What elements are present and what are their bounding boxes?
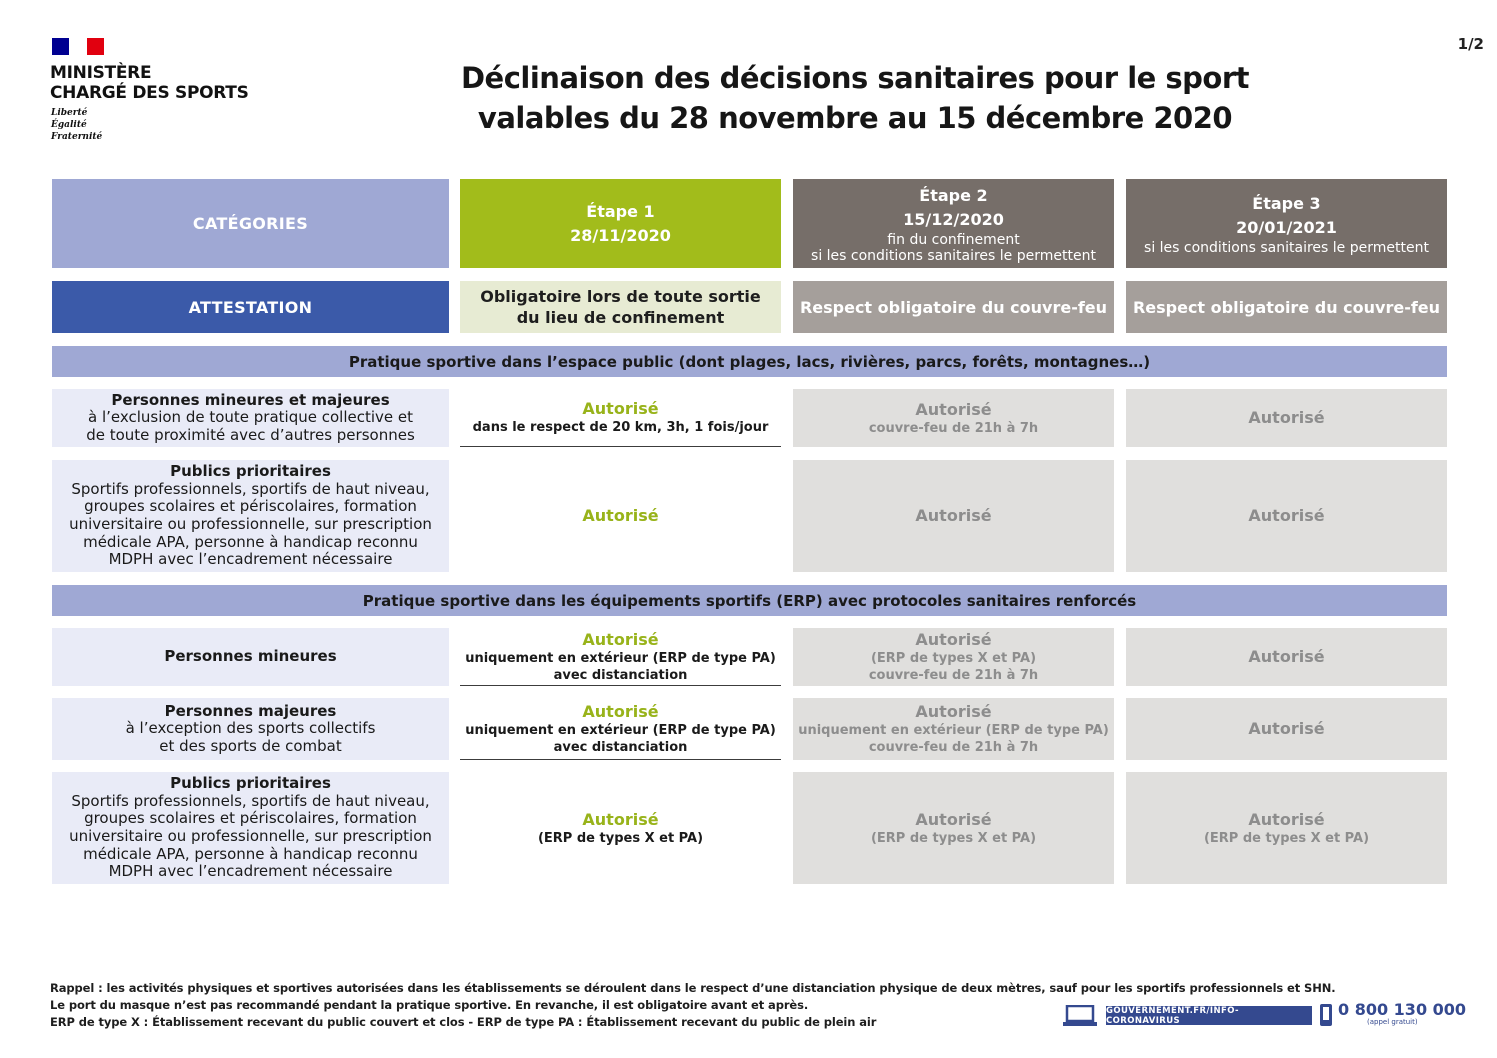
- category-detail-line: universitaire ou professionnelle, sur prescription: [69, 827, 432, 845]
- attestation-label-cell: [52, 281, 449, 333]
- category-heading: Publics prioritaires: [170, 462, 331, 481]
- ministry-line-2: CHARGÉ DES SPORTS: [50, 83, 249, 103]
- header-etape-2: [793, 179, 1114, 268]
- section-1-band: [52, 346, 1447, 377]
- status-autorise: Autorisé: [582, 809, 659, 829]
- category-detail-line: à l’exclusion de toute pratique collective et: [87, 408, 413, 427]
- section-1-title: Pratique sportive dans l’espace public (dont plages, lacs, rivières, parcs, forêts, montagnes…): [348, 352, 1151, 371]
- ministry-line-1: MINISTÈRE: [50, 63, 152, 83]
- header-etape-1: [460, 179, 781, 268]
- section2-row-1-etape-2: [793, 698, 1114, 760]
- header-categories: [52, 179, 449, 268]
- motto-liberte: Liberté: [51, 108, 88, 118]
- section2-row-2-category: [52, 772, 449, 884]
- status-autorise: Autorisé: [1248, 506, 1325, 525]
- etape-2-line-1: fin du confinement: [887, 231, 1020, 248]
- status-autorise: Autorisé: [582, 629, 659, 649]
- status-autorise: Autorisé: [915, 399, 992, 419]
- attestation-etape-3: [1126, 281, 1447, 333]
- ministry-name: [50, 63, 249, 103]
- category-detail-line: MDPH avec l’encadrement nécessaire: [108, 550, 393, 569]
- attestation-label: ATTESTATION: [188, 297, 313, 317]
- attestation-etape-3-text: Respect obligatoire du couvre-feu: [1132, 297, 1441, 317]
- section-2-band: [52, 585, 1447, 616]
- status-autorise: Autorisé: [915, 702, 992, 721]
- status-condition: uniquement en extérieur (ERP de type PA): [465, 722, 776, 738]
- etape-3-date: 20/01/2021: [1236, 217, 1337, 237]
- category-heading: Personnes mineures: [164, 647, 337, 666]
- title-line-1: Déclinaison des décisions sanitaires pour le sport: [460, 61, 1250, 95]
- status-condition: couvre-feu de 21h à 7h: [868, 668, 1039, 683]
- attestation-etape-1-line-1: Obligatoire lors de toute sortie: [480, 287, 761, 306]
- status-condition: uniquement en extérieur (ERP de type PA): [465, 650, 776, 666]
- status-autorise: Autorisé: [1248, 809, 1325, 829]
- header-categories-label: CATÉGORIES: [192, 214, 309, 233]
- status-condition: (ERP de types X et PA): [870, 651, 1037, 666]
- category-detail-line: universitaire ou professionnelle, sur prescription: [69, 515, 432, 533]
- status-autorise: Autorisé: [582, 399, 659, 418]
- phone-icon: [1320, 1004, 1332, 1026]
- section1-row-1-etape-3: [1126, 460, 1447, 572]
- status-autorise: Autorisé: [915, 809, 992, 829]
- status-condition: avec distanciation: [553, 667, 688, 683]
- category-detail-line: et des sports de combat: [159, 736, 342, 755]
- page-number: 1/2: [1457, 35, 1484, 53]
- footer-line-3: ERP de type X : Établissement recevant du public couvert et clos - ERP de type PA : Établissement recevant du public de plein air: [50, 1015, 877, 1029]
- status-condition: uniquement en extérieur (ERP de type PA): [798, 723, 1109, 738]
- laptop-icon: [1062, 1005, 1098, 1027]
- title-line-2: valables du 28 novembre au 15 décembre 2020: [477, 101, 1233, 135]
- section1-row-0-etape-1: [460, 389, 781, 447]
- category-detail-line: MDPH avec l’encadrement nécessaire: [108, 862, 393, 881]
- status-condition: couvre-feu de 21h à 7h: [868, 740, 1039, 755]
- section2-row-2-etape-2: [793, 772, 1114, 884]
- attestation-etape-2: [793, 281, 1114, 333]
- category-detail-line: groupes scolaires et périscolaires, formation: [84, 809, 417, 828]
- section-2-title: Pratique sportive dans les équipements sportifs (ERP) avec protocoles sanitaires renforcés: [362, 591, 1137, 610]
- section1-row-1-etape-1: [460, 460, 781, 572]
- section2-row-1-category: [52, 698, 449, 760]
- section2-row-2-etape-3: [1126, 772, 1447, 884]
- gov-coronavirus-link[interactable]: [1106, 1006, 1312, 1025]
- republic-flag-logo: [52, 38, 104, 55]
- republic-motto: [51, 107, 102, 143]
- section1-row-0-category: [52, 389, 449, 447]
- status-autorise: Autorisé: [1248, 408, 1325, 427]
- category-detail-line: de toute proximité avec d’autres personnes: [86, 425, 415, 444]
- category-detail-line: médicale APA, personne à handicap reconnu: [83, 844, 418, 863]
- section2-row-0-etape-1: [460, 628, 781, 686]
- status-autorise: Autorisé: [582, 506, 659, 525]
- etape-2-date: 15/12/2020: [903, 209, 1004, 229]
- section2-row-2-etape-1: [460, 772, 781, 884]
- page-title: [420, 58, 1290, 138]
- footer-line-1: Rappel : les activités physiques et sportives autorisées dans les établissements se déroulent dans le respect d’une distanciation physique de deux mètres, sauf pour les sportifs professionnels et SHN.: [50, 981, 1336, 995]
- status-condition: (ERP de types X et PA): [1203, 830, 1370, 846]
- status-condition: (ERP de types X et PA): [537, 830, 704, 846]
- motto-fraternite: Fraternité: [51, 132, 103, 142]
- section2-row-0-etape-3: [1126, 628, 1447, 686]
- status-autorise: Autorisé: [915, 506, 992, 525]
- status-autorise: Autorisé: [1248, 647, 1325, 666]
- etape-2-line-2: si les conditions sanitaires le permettent: [811, 247, 1096, 264]
- category-heading: Personnes majeures: [164, 701, 337, 720]
- section2-row-0-category: [52, 628, 449, 686]
- attestation-etape-1-line-2: du lieu de confinement: [516, 308, 725, 327]
- category-detail-line: Sportifs professionnels, sportifs de haut niveau,: [71, 479, 430, 498]
- footer-line-2: Le port du masque n’est pas recommandé pendant la pratique sportive. En revanche, il est obligatoire avant et après.: [50, 998, 809, 1012]
- status-condition: (ERP de types X et PA): [870, 830, 1037, 846]
- gov-url-text: GOUVERNEMENT.FR/INFO-CORONAVIRUS: [1106, 1005, 1239, 1026]
- status-condition: dans le respect de 20 km, 3h, 1 fois/jour: [472, 420, 769, 435]
- category-heading: Publics prioritaires: [170, 774, 331, 793]
- section2-row-0-etape-2: [793, 628, 1114, 686]
- section2-row-1-etape-3: [1126, 698, 1447, 760]
- status-autorise: Autorisé: [915, 630, 992, 649]
- category-detail-line: médicale APA, personne à handicap reconnu: [83, 532, 418, 551]
- section1-row-0-etape-2: [793, 389, 1114, 447]
- section1-row-1-category: [52, 460, 449, 572]
- hotline-number: 0 800 130 000: [1338, 1000, 1467, 1019]
- status-condition: avec distanciation: [553, 739, 688, 755]
- etape-3-label: Étape 3: [1252, 193, 1321, 213]
- category-detail-line: groupes scolaires et périscolaires, formation: [84, 497, 417, 516]
- section2-row-1-etape-1: [460, 698, 781, 760]
- status-autorise: Autorisé: [582, 701, 659, 721]
- status-autorise: Autorisé: [1248, 719, 1325, 738]
- category-detail-line: Sportifs professionnels, sportifs de haut niveau,: [71, 791, 430, 810]
- status-condition: couvre-feu de 21h à 7h: [868, 420, 1039, 436]
- etape-1-label: Étape 1: [586, 201, 655, 221]
- category-detail-line: à l’exception des sports collectifs: [125, 719, 376, 738]
- attestation-etape-1: [460, 281, 781, 333]
- etape-3-line-1: si les conditions sanitaires le permettent: [1144, 239, 1429, 256]
- attestation-etape-2-text: Respect obligatoire du couvre-feu: [799, 297, 1108, 317]
- hotline-note: (appel gratuit): [1367, 1018, 1418, 1026]
- section1-row-0-etape-3: [1126, 389, 1447, 447]
- motto-egalite: Égalité: [51, 120, 87, 130]
- section1-row-1-etape-2: [793, 460, 1114, 572]
- header-etape-3: [1126, 179, 1447, 268]
- etape-2-label: Étape 2: [919, 185, 988, 205]
- etape-1-date: 28/11/2020: [570, 225, 671, 245]
- category-heading: Personnes mineures et majeures: [111, 390, 390, 409]
